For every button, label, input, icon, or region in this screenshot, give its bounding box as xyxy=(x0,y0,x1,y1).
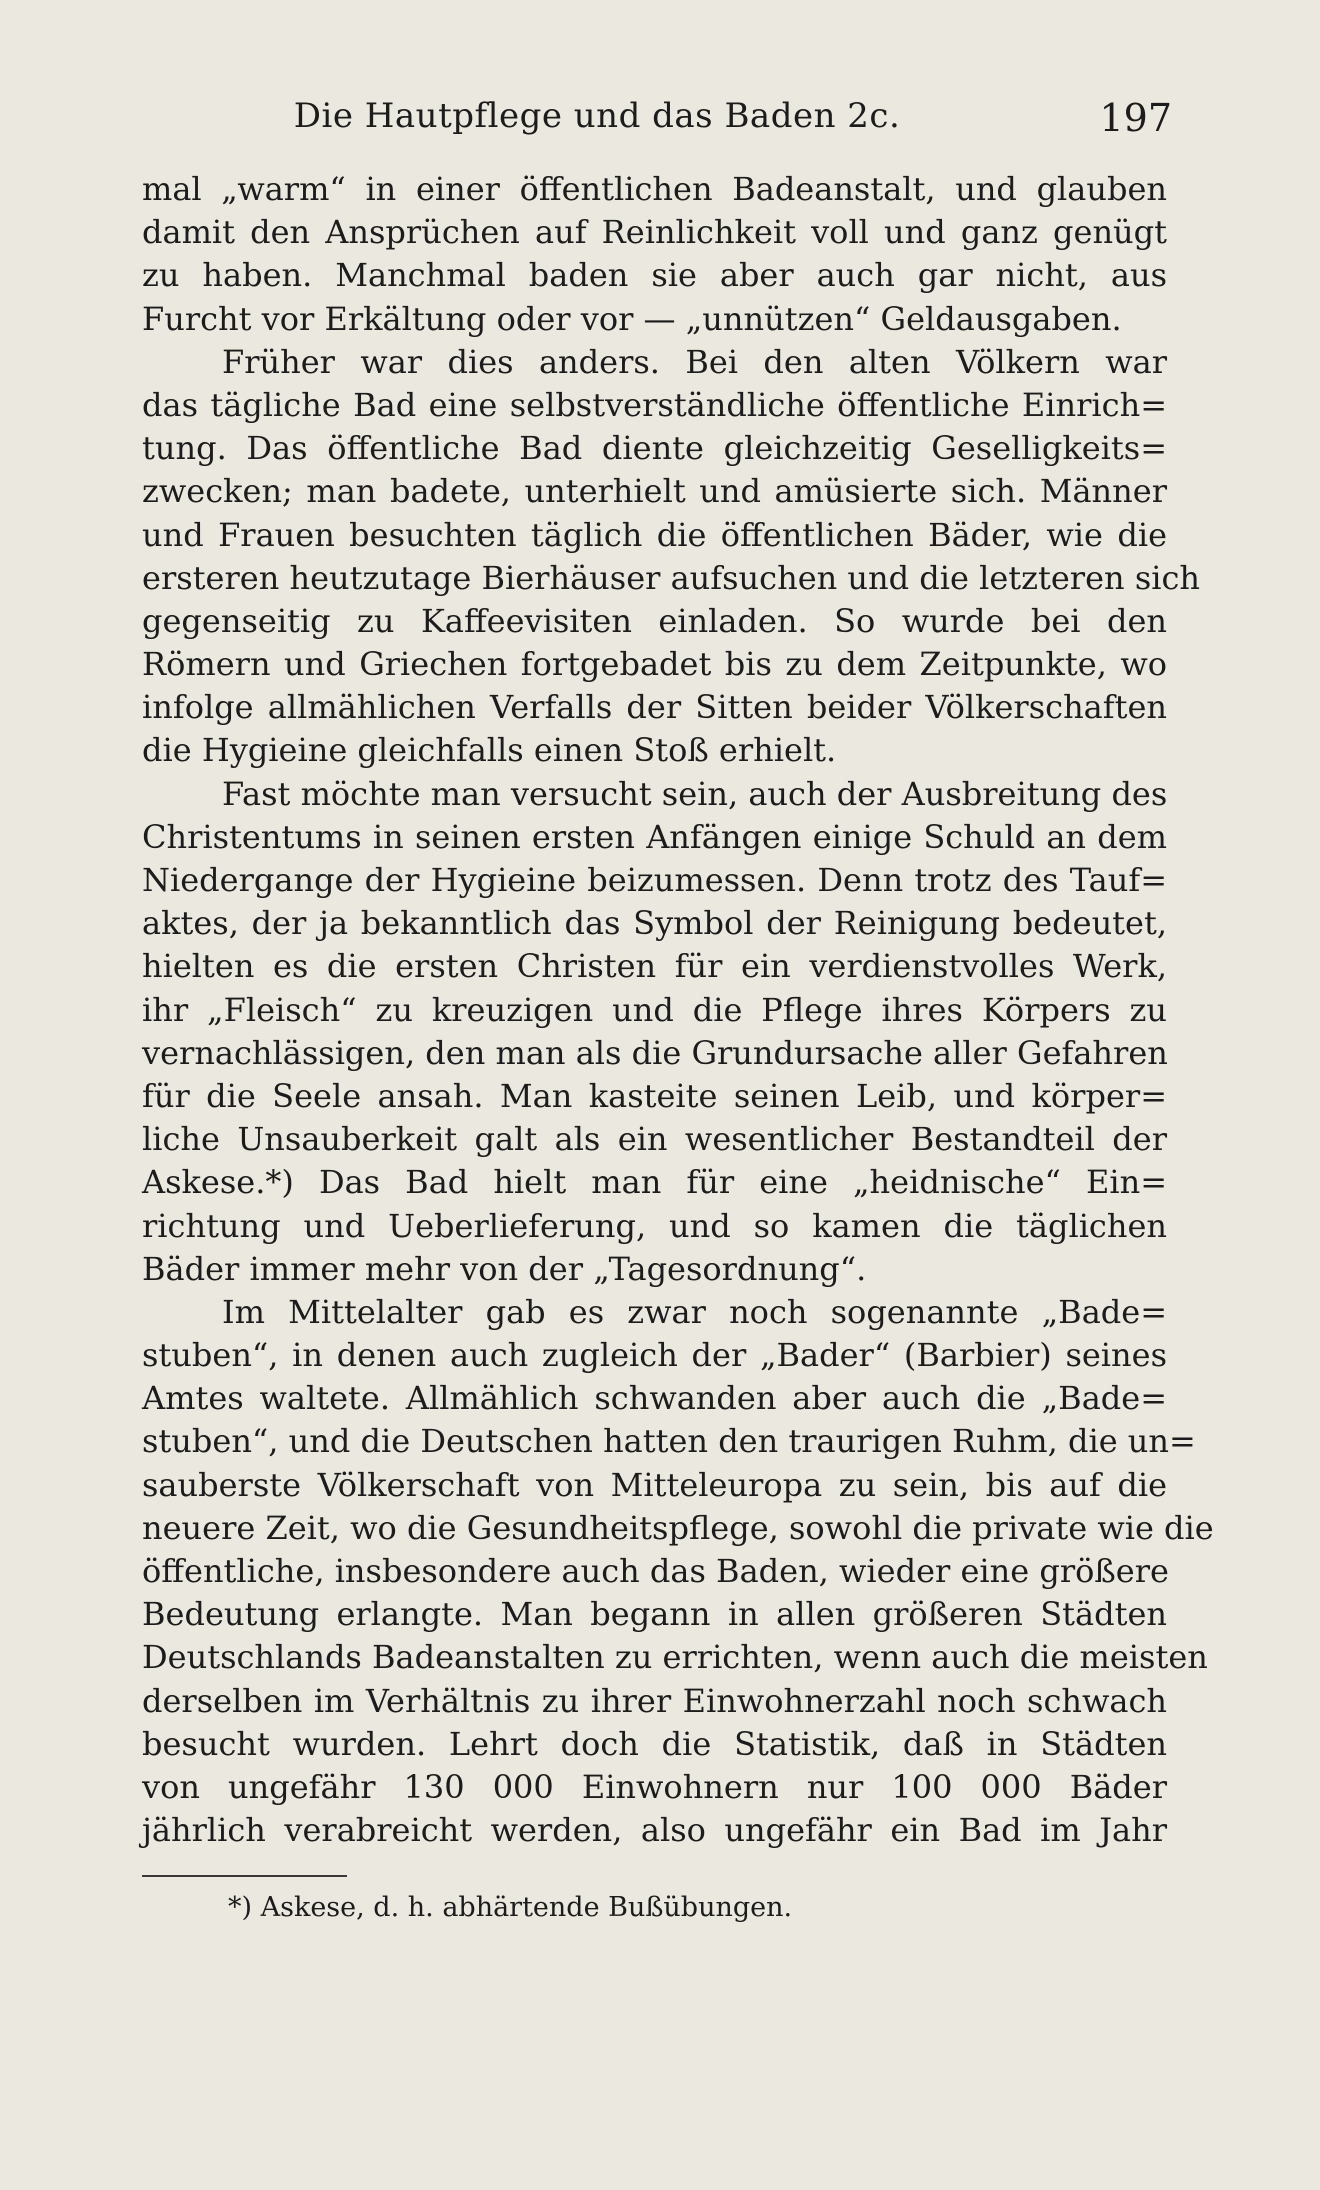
text-line: Niedergange der Hygieine beizumessen. Denn trotz des Tauf= xyxy=(142,861,1167,899)
text-line: Christentums in seinen ersten Anfängen einige Schuld an dem xyxy=(142,817,1167,856)
text-line: das tägliche Bad eine selbstverständliche öffentliche Einrich= xyxy=(142,385,1167,424)
text-line: stuben“, in denen auch zugleich der „Bader“ (Barbier) seines xyxy=(142,1336,1167,1375)
running-title: Die Hautpflege und das Baden 2c. xyxy=(293,96,901,136)
text-line: Bäder immer mehr von der „Tagesordnung“. xyxy=(142,1249,867,1288)
text-line: Askese.*) Das Bad hielt man für eine „heidnische“ Ein= xyxy=(142,1163,1167,1202)
text-line: die Hygieine gleichfalls einen Stoß erhielt. xyxy=(142,731,837,770)
text-line: Bedeutung erlangte. Man begann in allen größeren Städten xyxy=(142,1595,1167,1634)
text-line: tung. Das öffentliche Bad diente gleichzeitig Geselligkeits= xyxy=(142,429,1167,468)
text-line: mal „warm“ in einer öffentlichen Badeanstalt, und glauben xyxy=(142,170,1167,208)
page-number: 197 xyxy=(1099,96,1172,140)
text-line: neuere Zeit, wo die Gesundheitspflege, sowohl die private wie die xyxy=(142,1508,1214,1547)
text-line: Früher war dies anders. Bei den alten Völkern war xyxy=(222,342,1167,381)
text-line: Im Mittelalter gab es zwar noch sogenannte „Bade= xyxy=(222,1292,1167,1331)
text-line: Furcht vor Erkältung oder vor — „unnützen“ Geldausgaben. xyxy=(142,299,1122,338)
text-line: sauberste Völkerschaft von Mitteleuropa zu sein, bis auf die xyxy=(142,1465,1167,1504)
text-line: für die Seele ansah. Man kasteite seinen Leib, und körper= xyxy=(142,1076,1167,1115)
text-line: damit den Ansprüchen auf Reinlichkeit voll und ganz genügt xyxy=(142,213,1167,252)
text-line: und Frauen besuchten täglich die öffentlichen Bäder, wie die xyxy=(142,515,1167,554)
text-line: Römern und Griechen fortgebadet bis zu dem Zeitpunkte, wo xyxy=(142,645,1167,684)
text-line: infolge allmählichen Verfalls der Sitten beider Völkerschaften xyxy=(142,688,1167,727)
running-head xyxy=(142,96,1172,146)
text-line: zwecken; man badete, unterhielt und amüsierte sich. Männer xyxy=(142,472,1167,511)
text-line: besucht wurden. Lehrt doch die Statistik, daß in Städten xyxy=(142,1724,1167,1763)
text-line: aktes, der ja bekanntlich das Symbol der Reinigung bedeutet, xyxy=(142,904,1167,943)
text-line: hielten es die ersten Christen für ein verdienstvolles Werk, xyxy=(142,947,1167,986)
text-line: Amtes waltete. Allmählich schwanden aber auch die „Bade= xyxy=(142,1379,1167,1418)
text-line: stuben“, und die Deutschen hatten den traurigen Ruhm, die un= xyxy=(142,1422,1196,1461)
text-line: gegenseitig zu Kaffeevisiten einladen. So wurde bei den xyxy=(142,601,1167,640)
text-line: liche Unsauberkeit galt als ein wesentlicher Bestandteil der xyxy=(142,1120,1167,1159)
text-line: Fast möchte man versucht sein, auch der Ausbreitung des xyxy=(222,774,1168,813)
text-line: ihr „Fleisch“ zu kreuzigen und die Pflege ihres Körpers zu xyxy=(142,990,1167,1029)
text-line: Deutschlands Badeanstalten zu errichten, wenn auch die meisten xyxy=(142,1638,1208,1677)
text-line: vernachlässigen, den man als die Grundursache aller Gefahren xyxy=(142,1033,1168,1072)
text-line: derselben im Verhältnis zu ihrer Einwohnerzahl noch schwach xyxy=(142,1681,1167,1720)
text-line: richtung und Ueberlieferung, und so kamen die täglichen xyxy=(142,1206,1167,1245)
text-line: zu haben. Manchmal baden sie aber auch gar nicht, aus xyxy=(142,256,1167,295)
text-line: von ungefähr 130 000 Einwohnern nur 100 000 Bäder xyxy=(142,1767,1167,1806)
text-line: jährlich verabreicht werden, also ungefähr ein Bad im Jahr xyxy=(142,1811,1167,1850)
footnote: *) Askese, d. h. abhärtende Bußübungen. xyxy=(228,1892,793,1923)
body-text xyxy=(142,168,1214,1852)
text-line: öffentliche, insbesondere auch das Baden, wieder eine größere xyxy=(142,1552,1169,1590)
footnote-separator xyxy=(142,1875,347,1877)
text-line: ersteren heutzutage Bierhäuser aufsuchen und die letzteren sich xyxy=(142,558,1200,597)
